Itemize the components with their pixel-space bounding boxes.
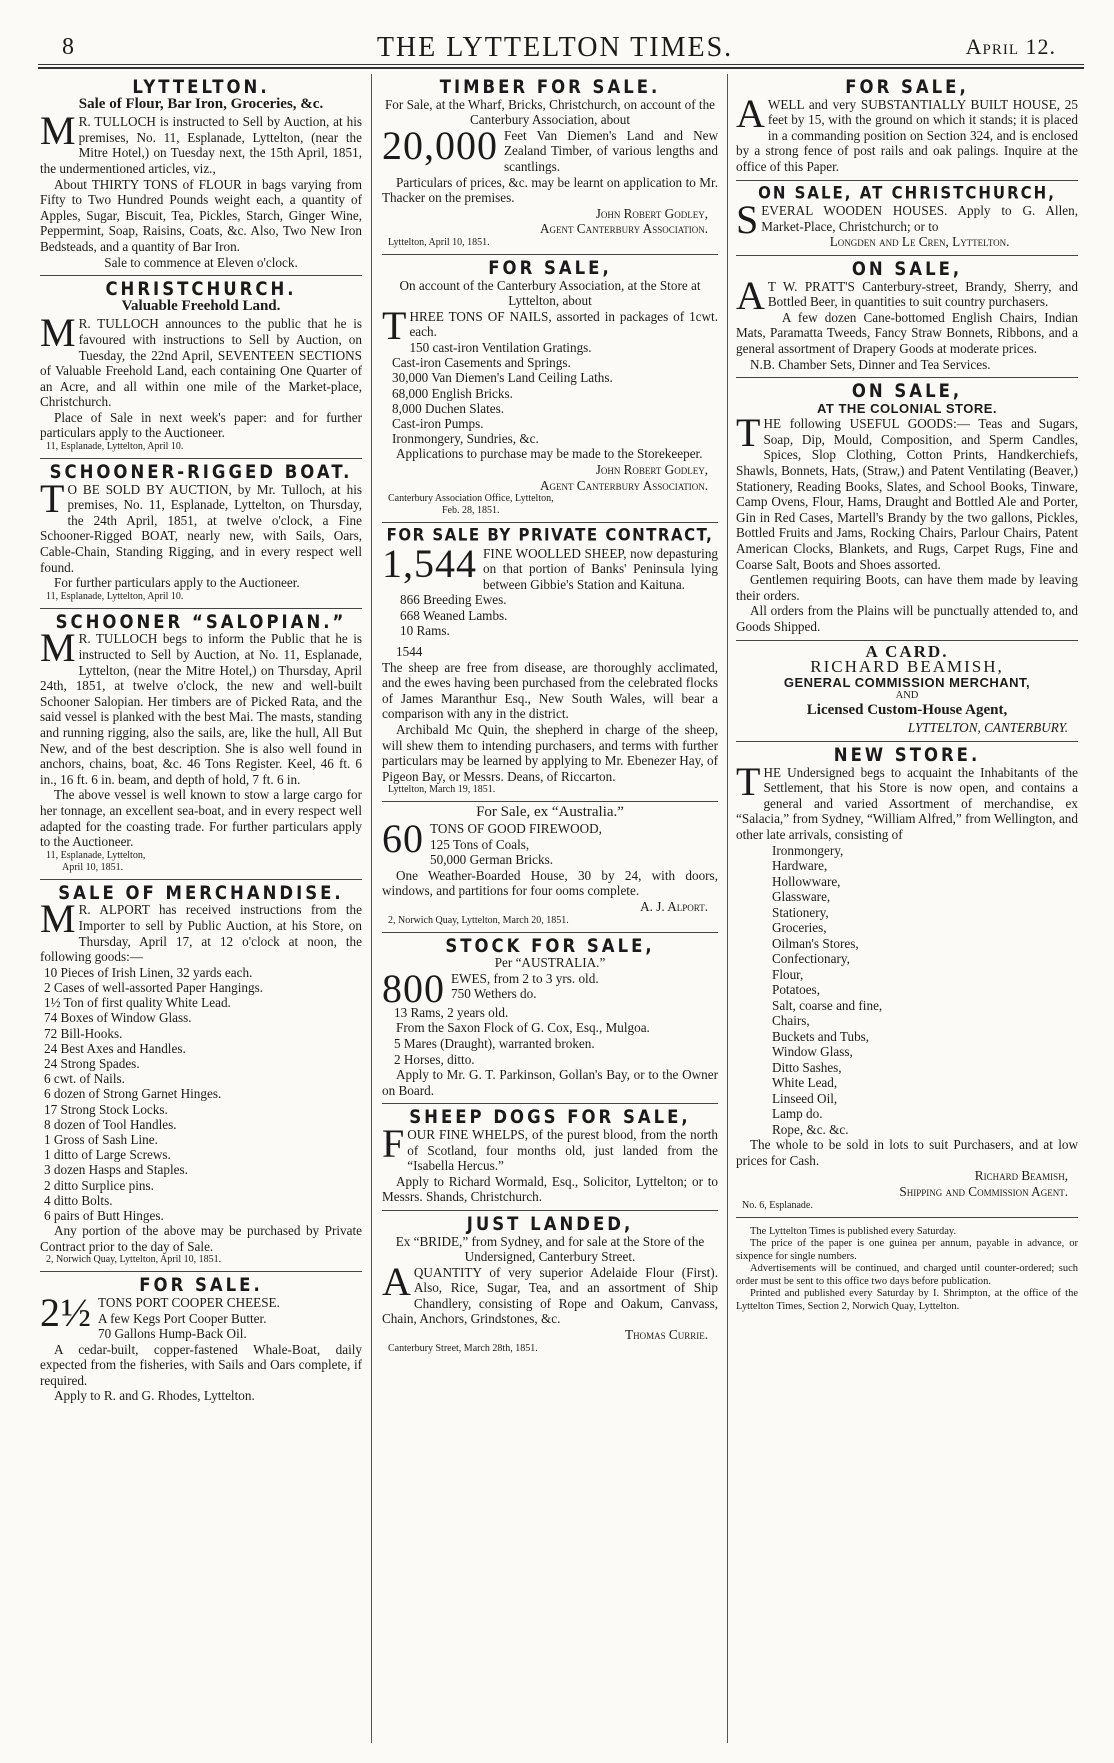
advert-heading: SHEEP DOGS FOR SALE, (409, 1105, 691, 1128)
list-item: 8 dozen of Tool Handles. (44, 1116, 177, 1132)
advert-text: 70 Gallons Hump-Back Oil. (98, 1326, 247, 1342)
advert-text: 125 Tons of Coals, (430, 836, 530, 852)
advert-subheading: Sale of Flour, Bar Iron, Groceries, &c. (78, 95, 324, 112)
list-item: Hardware, (772, 858, 828, 874)
advert-text: For Sale, at the Wharf, Bricks, Christchurch, on account of the Canterbury Association, about (384, 96, 716, 128)
list-item: Glassware, (772, 889, 831, 905)
list-item: 24 Strong Spades. (44, 1055, 140, 1071)
advert-heading: FOR SALE, (488, 256, 612, 279)
advert-schooner-boat (40, 459, 362, 609)
advert-text: All orders from the Plains will be punctually attended to, and Goods Shipped. (736, 603, 1078, 634)
advert-text: Archibald Mc Quin, the shepherd in charge of the sheep, will shew them to intending purchasers, and terms with further particulars may be learned by applying to Mr. Ebenezer Hay, of Pigeon Bay, or Messrs. Deans, of Riccarton. (382, 722, 718, 784)
drop-capital: A (382, 1258, 411, 1304)
advert-text: TONS OF GOOD FIREWOOD, (430, 821, 602, 837)
masthead-rule (38, 64, 1084, 69)
advert-place: 11, Esplanade, Lyttelton, April 10. (46, 441, 184, 453)
advert-text: Feet Van Diemen's Land and New Zealand Timber, of various lengths and scantlings. (504, 127, 718, 174)
advert-heading: ON SALE, (851, 257, 963, 280)
goods-list (382, 340, 718, 446)
list-item: Rope, &c. &c. (772, 1121, 849, 1137)
advert-text: On account of the Canterbury Association, at the Store at Lyttelton, about (399, 277, 701, 309)
list-item: 4 ditto Bolts. (44, 1192, 113, 1208)
advert-heading: SCHOONER-RIGGED BOAT. (49, 460, 353, 483)
drop-capital: M (40, 896, 76, 942)
issue-date: April 12. (965, 34, 1056, 59)
advert-just-landed (382, 1211, 718, 1360)
merchant-role: Licensed Custom-House Agent, (806, 701, 1008, 718)
advert-timber (382, 74, 718, 255)
advert-place: Lyttelton, March 19, 1851. (388, 784, 496, 796)
merchant-role: GENERAL COMMISSION MERCHANT, (783, 674, 1031, 690)
advert-firewood (382, 802, 718, 932)
advert-text: One Weather-Boarded House, 30 by 24, with doors, windows, and partitions for four ooms complete. (382, 867, 718, 899)
advert-heading: FOR SALE, (845, 75, 969, 98)
advert-heading: FOR SALE BY PRIVATE CONTRACT, (386, 524, 714, 546)
list-item: Oilman's Stores, (772, 935, 859, 951)
list-item: Chairs, (772, 1013, 810, 1029)
advert-signature: Agent Canterbury Association. (539, 221, 708, 237)
large-figure: 20,000 (382, 122, 498, 168)
advert-heading: TIMBER FOR SALE. (439, 75, 661, 98)
list-item: Confectionary, (772, 951, 850, 967)
advert-heading: LYTTELTON. (132, 75, 270, 98)
advert-cheese (40, 1272, 362, 1409)
list-item: 2 ditto Surplice pins. (44, 1177, 154, 1193)
advert-text: A few Kegs Port Cooper Butter. (98, 1310, 267, 1326)
column-3 (736, 74, 1078, 1743)
advert-christchurch-land (40, 276, 362, 459)
stock-list (382, 592, 718, 638)
list-item: Ditto Sashes, (772, 1059, 842, 1075)
advert-subheading: Per “AUSTRALIA.” (494, 955, 606, 971)
advert-text: 5 Mares (Draught), warranted broken. (394, 1035, 595, 1051)
advert-heading: ON SALE, AT CHRISTCHURCH, (758, 182, 1056, 203)
advert-heading: NEW STORE. (833, 743, 981, 766)
advert-text: EVERAL WOODEN HOUSES. Apply to G. Allen, Market-Place, Christchurch; or to (761, 203, 1078, 234)
goods-list (736, 843, 1078, 1138)
advert-place: 2, Norwich Quay, Lyttelton, March 20, 1851. (388, 914, 569, 926)
advert-subheading: Valuable Freehold Land. (121, 297, 281, 314)
advert-text: Apply to Mr. G. T. Parkinson, Gollan's Bay, or to the Owner on Board. (382, 1067, 718, 1098)
merchant-name: RICHARD BEAMISH, (810, 657, 1004, 677)
notice-text: The price of the paper is one guinea per annum, payable in advance, or sixpence for single numbers. (736, 1238, 1078, 1262)
list-item: 1 ditto of Large Screws. (44, 1147, 171, 1163)
list-item: Salt, coarse and fine, (772, 997, 883, 1013)
list-item: 17 Strong Stock Locks. (44, 1101, 168, 1117)
advert-heading: FOR SALE. (139, 1273, 263, 1296)
advert-signature: Shipping and Commission Agent. (899, 1183, 1068, 1199)
advert-text: OUR FINE WHELPS, of the purest blood, from the north of Scotland, four months old, just landed from the “Isabella Hercus.” (407, 1126, 718, 1174)
list-item: Linseed Oil, (772, 1090, 838, 1106)
advert-text: R. TULLOCH is instructed to Sell by Auction, at his premises, No. 11, Esplanade, Lyttelton, (near the Mitre Hotel,) on Tuesday next, the 15th April, 1851, the undermentioned articles, viz., (40, 114, 362, 176)
advert-text: From the Saxon Flock of G. Cox, Esq., Mulgoa. (396, 1020, 650, 1036)
advert-text: EWES, from 2 to 3 yrs. old. (451, 970, 599, 986)
advert-heading: STOCK FOR SALE, (445, 934, 655, 956)
advert-text: HE following USEFUL GOODS:— Teas and Sugars, Soap, Dip, Mould, Composition, and Sperm Candles, Spices, Slop Clothing, Cotton Prints, Handkerchiefs, Shawls, Bonnets, Hats, (Straw,) and Patent Ventilating (Beaver,) Stationery, Reading Books, Slates, and School Books, Tinware, Camp Ovens, Flour, Hams, Draught and Bottled Ale and Porter, Gin in Red Cases, Martell's Brandy by the two gallons, Pickles, Bottled Fruits and Jams, Rocking Chairs, Parlour Chairs, Patent American Clocks, Blankets, and Rugs, Carpet Rugs, Fine and Coarse Salt, Boots and Shoes assorted. (736, 416, 1078, 572)
list-item: Ironmongery, Sundries, &c. (392, 431, 539, 447)
advert-text: FINE WOOLLED SHEEP, now depasturing on that portion of Banks' Peninsula lying between Gibbie's Station and Kaituna. (483, 545, 718, 592)
advert-subheading: For Sale, ex “Australia.” (476, 804, 624, 821)
list-item: Cast-iron Pumps. (392, 415, 484, 431)
list-item: 10 Pieces of Irish Linen, 32 yards each. (44, 964, 253, 980)
advert-lyttelton (40, 74, 362, 276)
advert-place: No. 6, Esplanade. (742, 1199, 813, 1211)
advert-text: 13 Rams, 2 years old. (394, 1004, 509, 1020)
advert-text: For further particulars apply to the Auctioneer. (54, 575, 300, 591)
advert-text: TONS PORT COOPER CHEESE. (98, 1294, 280, 1310)
list-item: Cast-iron Casements and Springs. (392, 355, 571, 371)
drop-capital: T (382, 302, 407, 348)
list-item: 1½ Ton of first quality White Lead. (44, 995, 231, 1011)
advert-house (736, 74, 1078, 181)
list-item: Stationery, (772, 904, 829, 920)
list-item: 10 Rams. (400, 622, 450, 638)
advert-merchandise (40, 880, 362, 1273)
column-divider (727, 74, 728, 1743)
drop-capital: A (736, 90, 765, 136)
newspaper-title: THE LYTTELTON TIMES. (376, 32, 734, 63)
drop-capital: M (40, 625, 76, 671)
list-item: 1 Gross of Sash Line. (44, 1131, 158, 1147)
masthead (30, 24, 1080, 64)
advert-text: R. ALPORT has received instructions from the Importer to sell by Public Auction, at his Store, on Thursday, April 17, at 12 o'clock at noon, the following goods:— (40, 902, 362, 965)
advert-subheading: AT THE COLONIAL STORE. (816, 400, 997, 416)
advert-signature: Longden and Le Cren, Lyttelton. (829, 234, 1010, 250)
advert-text: Sale to commence at Eleven o'clock. (104, 254, 298, 270)
list-item: 3 dozen Hasps and Staples. (44, 1162, 188, 1178)
advert-salopian (40, 609, 362, 880)
advert-place: Canterbury Association Office, Lyttelton, (388, 493, 554, 505)
drop-capital: T (736, 758, 761, 804)
large-figure: 800 (382, 965, 445, 1011)
advert-signature: John Robert Godley, (595, 461, 708, 477)
advert-place: April 10, 1851. (62, 861, 124, 873)
drop-capital: T (40, 475, 65, 521)
list-item: 668 Weaned Lambs. (400, 607, 508, 623)
drop-capital: T (736, 410, 761, 456)
advert-wooden-houses (736, 181, 1078, 256)
list-item: Ironmongery, (772, 842, 844, 858)
advert-heading: CHRISTCHURCH. (105, 277, 297, 300)
list-item: Hollowware, (772, 873, 841, 889)
drop-capital: A (736, 272, 765, 318)
advert-place: LYTTELTON, CANTERBURY. (907, 720, 1068, 736)
advert-place: Lyttelton, April 10, 1851. (388, 236, 490, 248)
list-item: 6 cwt. of Nails. (44, 1071, 125, 1087)
advert-text: AND (895, 690, 919, 702)
advert-heading: SCHOONER “SALOPIAN.” (55, 610, 347, 633)
advert-place: 2, Norwich Quay, Lyttelton, April 10, 1851. (46, 1254, 222, 1266)
column-divider (371, 74, 372, 1743)
advert-text: Apply to R. and G. Rhodes, Lyttelton. (54, 1388, 255, 1404)
advert-heading: JUST LANDED, (466, 1212, 634, 1235)
list-item: Flour, (772, 966, 804, 982)
stock-total: 1544 (396, 644, 423, 660)
advert-text: QUANTITY of very superior Adelaide Flour (First). Also, Rice, Sugar, Tea, and an assortment of Ship Chandlery, consisting of Rope and Oakum, Canvass, Chain, Anchors, Grindstones, &c. (382, 1264, 718, 1327)
advert-text: HE Undersigned begs to acquaint the Inhabitants of the Settlement, that his Store is now open, and contains a general and varied Assortment of merchandise, ex “Salacia,” from Sydney, “William Alfred,” from Wellington, and other late arrivals, consisting of (736, 764, 1078, 843)
advert-heading: ON SALE, (851, 379, 963, 402)
notice-text: The Lyttelton Times is published every Saturday. (750, 1225, 957, 1237)
advert-card (736, 641, 1078, 742)
list-item: Buckets and Tubs, (772, 1028, 870, 1044)
advert-heading: SALE OF MERCHANDISE. (58, 881, 344, 904)
list-item: 6 dozen of Strong Garnet Hinges. (44, 1086, 222, 1102)
advert-signature: A. J. Alport. (640, 899, 708, 914)
advert-text: R. TULLOCH begs to inform the Public that he is instructed to Sell by Auction, at No. 11, Esplanade, Lyttelton, (near the Mitre Hotel,) on Thursday, April 24th, 1851, at twelve o'clock, the new and well-built Schooner Salopian. Her timbers are of Picked Rata, and the said vessel is planked with the best Mai. The masts, standing and running rigging, also the sails, are, like the hull, All But New, and of the best description. She is also well found in anchors, chains, boat, &c. 46 Tons Register. Keel, 46 ft. 6 in., 16 ft. 6 in. beam, and depth of hold, 7 ft. 6 in. (40, 631, 362, 787)
advert-place: Feb. 28, 1851. (442, 505, 500, 517)
advert-heading: A CARD. (865, 641, 949, 661)
advert-text: A cedar-built, copper-fastened Whale-Boat, daily expected from the fisheries, with Sails and Oars complete, if required. (40, 1341, 362, 1388)
list-item: 8,000 Duchen Slates. (392, 400, 505, 416)
advert-text: 50,000 German Bricks. (430, 852, 554, 868)
advert-signature: John Robert Godley, (595, 205, 708, 221)
advert-signature: Richard Beamish, (974, 1168, 1068, 1184)
advert-text: Applications to purchase may be made to the Storekeeper. (396, 446, 703, 462)
advert-new-store (736, 742, 1078, 1217)
advert-signature: Agent Canterbury Association. (539, 477, 708, 493)
advert-text: Place of Sale in next week's paper: and for further particulars apply to the Auctioneer. (40, 409, 362, 441)
goods-list (40, 965, 362, 1223)
advert-sheep-dogs (382, 1104, 718, 1211)
advert-text: The sheep are free from disease, are thoroughly acclimated, and the ewes having been purchased from the celebrated flocks of James Maranthur Esq., New South Wales, will bear a comparison with any in the district. (382, 659, 718, 722)
advert-text: N.B. Chamber Sets, Dinner and Tea Services. (750, 356, 991, 372)
advert-text: Apply to Richard Wormald, Esq., Solicitor, Lyttelton; or to Messrs. Shands, Christchurch. (382, 1173, 718, 1205)
advert-text: The above vessel is well known to stow a large cargo for her tonnage, an excellent sea-boat, and in every respect well adapted for the coasting trade. For further particulars apply to the Auctioneer. (40, 787, 362, 850)
advert-text: Any portion of the above may be purchased by Private Contract prior to the day of Sale. (40, 1223, 362, 1254)
list-item: 2 Cases of well-assorted Paper Hangings. (44, 979, 264, 995)
list-item: 30,000 Van Diemen's Land Ceiling Laths. (392, 370, 613, 386)
list-item: Window Glass, (772, 1044, 853, 1060)
list-item: White Lead, (772, 1075, 838, 1091)
list-item: 74 Boxes of Window Glass. (44, 1010, 192, 1026)
drop-capital: S (736, 197, 759, 243)
list-item: 6 pairs of Butt Hinges. (44, 1207, 164, 1223)
advert-pratt (736, 256, 1078, 378)
drop-capital: M (40, 310, 76, 356)
advert-sheep (382, 523, 718, 802)
advert-text: Gentlemen requiring Boots, can have them made by leaving their orders. (736, 572, 1078, 603)
page-number: 8 (62, 34, 74, 60)
large-figure: 1,544 (382, 540, 477, 586)
list-item: Lamp do. (772, 1106, 823, 1122)
advert-place: 11, Esplanade, Lyttelton, (46, 849, 146, 861)
advert-nails (382, 255, 718, 523)
advert-text: A few dozen Cane-bottomed English Chairs, Indian Mats, Paramatta Tweeds, Fancy Straw Bonnets, Ribbons, and a general assortment of Drapery Goods at moderate prices. (736, 309, 1078, 356)
list-item: Potatoes, (772, 982, 820, 998)
advert-text: T W. PRATT'S Canterbury-street, Brandy, Sherry, and Bottled Beer, in quantities to suit country purchasers. (767, 278, 1078, 310)
notice-text: Printed and published every Saturday by I. Shrimpton, at the office of the Lyttelton Times, Section 2, Norwich Quay, Lyttelton. (736, 1288, 1078, 1312)
list-item: 866 Breeding Ewes. (400, 592, 507, 608)
drop-capital: F (382, 1120, 405, 1166)
advert-text: Ex “BRIDE,” from Sydney, and for sale at the Store of the Undersigned, Canterbury Street. (395, 1233, 705, 1265)
list-item: Groceries, (772, 920, 827, 936)
advert-text: Particulars of prices, &c. may be learnt on application to Mr. Thacker on the premises. (382, 174, 718, 206)
notice-text: Advertisements will be continued, and charged until counter-ordered; such order must be sent to this office two days before publication. (736, 1263, 1078, 1287)
column-2 (382, 74, 718, 1743)
advert-stock (382, 933, 718, 1105)
publication-notice (736, 1218, 1078, 1319)
advert-place: Canterbury Street, March 28th, 1851. (388, 1342, 538, 1354)
advert-place: 11, Esplanade, Lyttelton, April 10. (46, 590, 184, 602)
large-figure: 2½ (40, 1289, 92, 1335)
column-1 (40, 74, 362, 1743)
drop-capital: M (40, 108, 76, 154)
list-item: 150 cast-iron Ventilation Gratings. (409, 339, 592, 355)
list-item: 24 Best Axes and Handles. (44, 1040, 186, 1056)
large-figure: 60 (382, 816, 424, 862)
advert-text: WELL and very SUBSTANTIALLY BUILT HOUSE, 25 feet by 15, with the ground on which it stands; it is placed in a commanding position on Section 324, and is enclosed by a strong fence of post rails and oak palings. Inquire at the office of this Paper. (736, 96, 1078, 174)
list-item: 72 Bill-Hooks. (44, 1025, 123, 1041)
advert-text: The whole to be sold in lots to suit Purchasers, and at low prices for Cash. (736, 1137, 1078, 1168)
advert-text: 750 Wethers do. (451, 986, 537, 1002)
advert-text: O BE SOLD BY AUCTION, by Mr. Tulloch, at his premises, No. 11, Esplanade, Lyttelton, on Thursday, the 24th April, 1851, at twelve o'clock, a Fine Schooner-Rigged BOAT, nearly new, with Sails, Oars, Cable-Chain, Standing Rigging, and in every respect well found. (40, 481, 362, 575)
advert-text: About THIRTY TONS of FLOUR in bags varying from Fifty to Two Hundred Pounds weight each, a quantity of Apples, Sugar, Biscuit, Tea, Pickles, Starch, Ginger Wine, Peppermint, Soap, Raisins, Coats, &c. Also, Two New Iron Bedsteads, and a quantity of Bar Iron. (40, 176, 362, 254)
advert-colonial-store (736, 378, 1078, 641)
advert-text: 2 Horses, ditto. (394, 1051, 475, 1067)
list-item: 68,000 English Bricks. (392, 385, 513, 401)
advert-text: R. TULLOCH announces to the public that he is favoured with instructions to Sell by Auction, on Tuesday, the 22nd April, SEVENTEEN SECTIONS of Valuable Freehold Land, each containing One Quarter of an Acre, and all within one mile of the Market-place, Christchurch. (40, 316, 362, 410)
advert-signature: Thomas Currie. (625, 1327, 708, 1343)
advert-text: HREE TONS OF NAILS, assorted in packages of 1cwt. each. (409, 308, 718, 340)
